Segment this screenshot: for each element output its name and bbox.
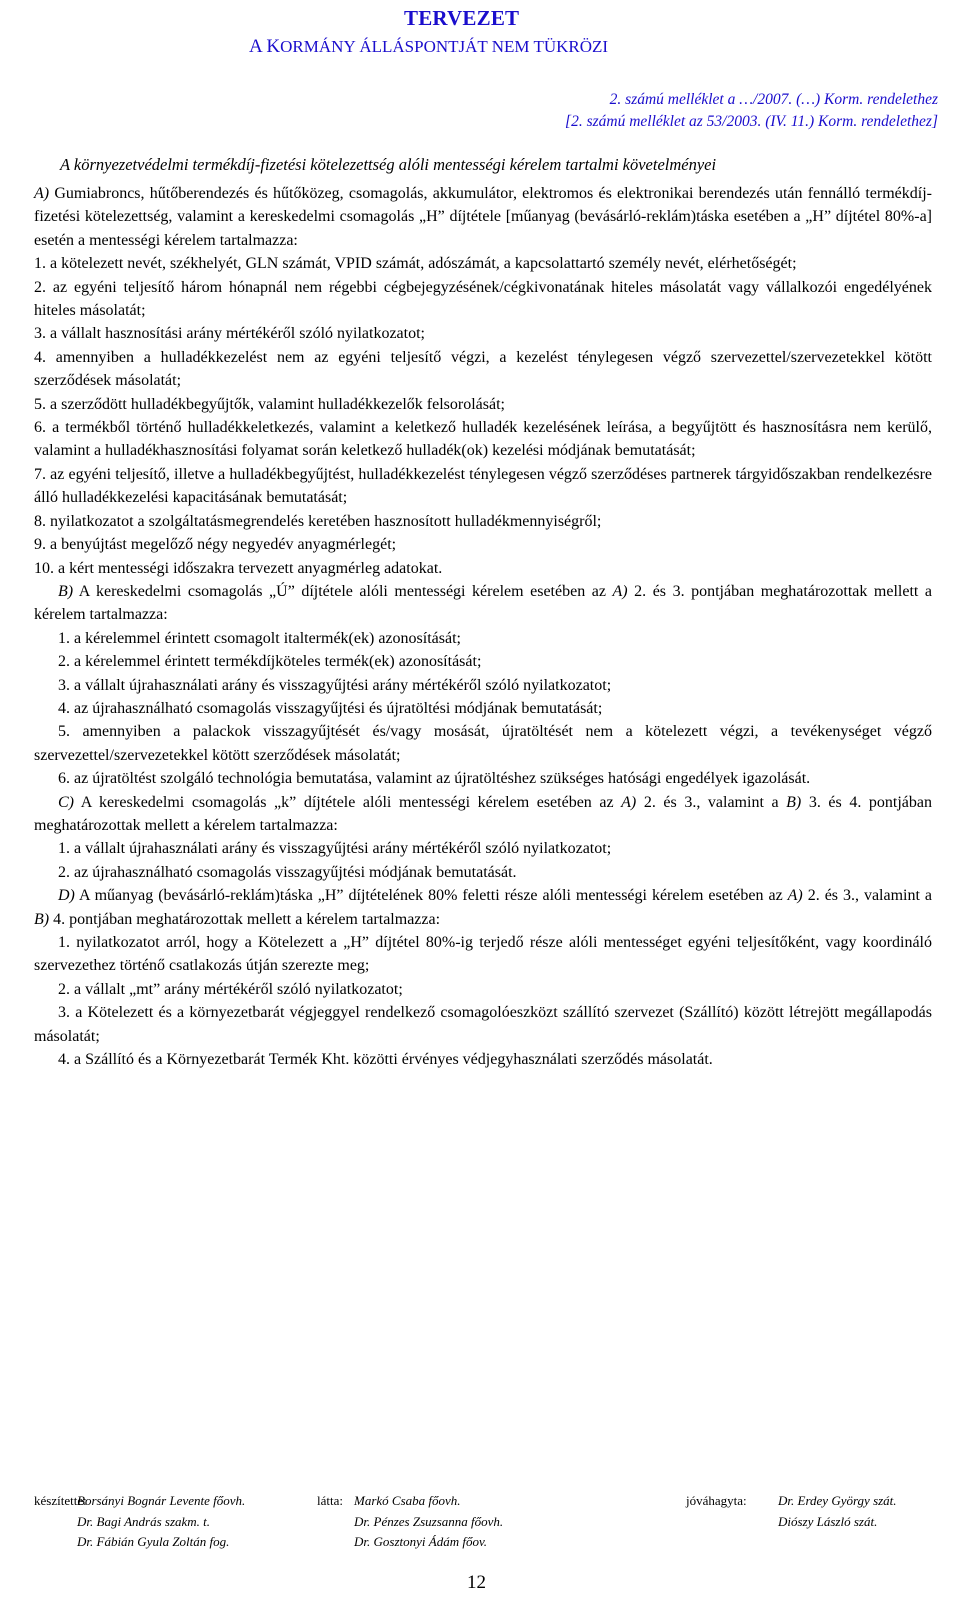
section-a-item: 1. a kötelezett nevét, székhelyét, GLN számát, VPID számát, adószámát, a kapcsolattartó személy nevét, elérhetőségét; [34, 255, 797, 273]
section-b-item: 5. amennyiben a palackok visszagyűjtését és/vagy mosását, újratöltését nem a kötelezett végzi, a tevékenységet végző szervezettel/szervezetekkel kötött szerződések másolatát; [34, 723, 932, 764]
document-title: A környezetvédelmi termékdíj-fizetési kötelezettség alóli mentességi kérelem tartalmi követelményei [60, 155, 717, 174]
approved-label-text: jóváhagyta: [686, 1493, 747, 1508]
section-c-ref-b: B) [786, 793, 802, 811]
prepared-name: Dr. Bagi András szakm. t. [77, 1513, 211, 1529]
seen-name: Dr. Pénzes Zsuzsanna főovh. [354, 1513, 504, 1529]
section-d-item: 2. a vállalt „mt” arány mértékéről szóló nyilatkozatot; [58, 980, 403, 998]
section-b-item: 3. a vállalt újrahasználati arány és visszagyűjtési arány mértékéről szóló nyilatkozatot; [58, 676, 612, 694]
section-b-item: 2. a kérelemmel érintett termékdíjköteles termék(ek) azonosítását; [58, 653, 482, 671]
draft-title: TERVEZET [404, 6, 520, 30]
section-d-intro-text-2: 2. és 3., valamint a [802, 887, 933, 905]
section-b-label: B) [58, 582, 74, 600]
section-d-item: 1. nyilatkozatot arról, hogy a Kötelezett a „H” díjtétel 80%-ig terjedő része alóli mentességet egyéni teljesítőként, vagy koordináló szervezethez történő csatlakozás útján szerezte meg; [34, 934, 932, 975]
approved-by-label [686, 1491, 747, 1512]
annex-reference-line2: [2. számú melléklet az 53/2003. (IV. 11.) Korm. rendelethez] [565, 113, 938, 130]
section-a-item: 4. amennyiben a hulladékkezelést nem az egyéni teljesítő végzi, a kezelést ténylegesen végző szervezettel/szervezetekkel kötött szerződések másolatát; [34, 348, 932, 390]
section-c-intro-text-3: 3. és 4. pontjában meghatározottak mellett a kérelem tartalmazza: [34, 793, 932, 834]
section-d-ref-a: A) [787, 887, 803, 905]
section-d-ref-b: B) [34, 910, 50, 928]
section-a-label: A) [34, 185, 50, 202]
section-d-intro-text-3: 4. pontjában meghatározottak mellett a kérelem tartalmazza: [49, 910, 441, 928]
section-a-item: 9. a benyújtást megelőző négy negyedév anyagmérlegét; [34, 536, 397, 554]
prepared-name: Borsányi Bognár Levente főovh. [77, 1493, 246, 1508]
section-a-item: 5. a szerződött hulladékbegyűjtők, valamint hulladékkezelők felsorolását; [34, 395, 505, 413]
section-a-item: 2. az egyéni teljesítő három hónapnál nem régebbi cégbejegyzésének/cégkivonatának hiteles másolatát vagy vállalkozói engedélyének hiteles másolatát; [34, 278, 932, 320]
approved-name: Dr. Erdey György szát. [778, 1493, 897, 1508]
section-d-label: D) [58, 887, 75, 905]
section-a-item: 6. a termékből történő hulladékkeletkezés, valamint a keletkező hulladék kezelésének leírása, a begyűjtött és hasznosításra nem kerülő, valamint a hulladékhasznosítási folyamat során keletkező hulladék(ok) kezelési módjának bemutatását; [34, 419, 932, 460]
document-body [34, 182, 932, 1071]
section-c-intro-text-2: 2. és 3., valamint a [636, 793, 787, 811]
seen-by-label [317, 1491, 343, 1512]
section-b-intro-text-1: A kereskedelmi csomagolás „Ú” díjtétele alóli mentességi kérelem esetében az [73, 582, 613, 600]
section-a-item: 7. az egyéni teljesítő, illetve a hulladékbegyűjtést, hulladékkezelést ténylegesen végző szerződéses partnerek tárgyidőszakban rendelkezésre álló hulladékkezelési kapacitásának bemutatását; [34, 465, 932, 507]
approved-by-names [778, 1491, 897, 1532]
section-b-intro-text-2: 2. és 3. pontjában meghatározottak mellett a kérelem tartalmazza: [34, 582, 932, 624]
section-b-intro [34, 580, 932, 627]
section-d-item: 4. a Szállító és a Környezetbarát Termék Kht. közötti érvényes védjegyhasználati szerződés másolatát. [58, 1051, 713, 1069]
section-a-intro [34, 182, 932, 252]
disclaimer-initial: A K [249, 36, 281, 57]
disclaimer-subtitle [249, 36, 608, 58]
prepared-label-text: készítette: [34, 1493, 87, 1508]
annex-reference-line1: 2. számú melléklet a …/2007. (…) Korm. rendelethez [609, 91, 938, 108]
prepared-by-names [77, 1491, 245, 1553]
section-c-intro [34, 791, 932, 838]
section-c-item: 2. az újrahasználható csomagolás visszagyűjtési módjának bemutatását. [58, 863, 517, 881]
section-d-item: 3. a Kötelezett és a környezetbarát végjeggyel rendelkező csomagolóeszközt szállító szervezet (Szállító) között létrejött megállapodás másolatát; [34, 1004, 932, 1045]
section-d-intro [34, 884, 932, 931]
section-c-item: 1. a vállalt újrahasználati arány és visszagyűjtési arány mértékéről szóló nyilatkozatot; [58, 840, 612, 858]
section-c-intro-text-1: A kereskedelmi csomagolás „k” díjtétele alóli mentességi kérelem esetében az [74, 793, 622, 811]
approved-name: Diószy László szát. [778, 1513, 878, 1529]
prepared-name: Dr. Fábián Gyula Zoltán fog. [77, 1534, 230, 1549]
section-c-label: C) [58, 793, 74, 811]
seen-name: Dr. Gosztonyi Ádám főov. [354, 1534, 488, 1549]
page-number: 12 [467, 1572, 486, 1593]
section-a-item: 8. nyilatkozatot a szolgáltatásmegrendelés keretében hasznosított hulladékmennyiségről; [34, 512, 602, 530]
section-b-item: 4. az újrahasználható csomagolás visszagyűjtési és újratöltési módjának bemutatását; [58, 699, 603, 717]
section-c-ref-a: A) [621, 793, 637, 811]
section-b-item: 6. az újratöltést szolgáló technológia bemutatása, valamint az újratöltéshez szükséges hatósági engedélyek igazolását. [58, 770, 811, 788]
section-a-intro-text: Gumiabroncs, hűtőberendezés és hűtőközeg, csomagolás, akkumulátor, elektromos és elektronikai berendezés után fennálló termékdíj-fizetési kötelezettség, valamint a kereskedelmi csomagolás „H” díjtétele [műanyag (bevásárló-reklám)táska esetében a „H” díjtétel 80%-a] esetén a mentességi kérelem tartalmazza: [34, 185, 932, 249]
disclaimer-rest: ORMÁNY ÁLLÁSPONTJÁT NEM TÜKRÖZI [280, 37, 609, 56]
seen-by-names [354, 1491, 503, 1553]
section-a-item: 3. a vállalt hasznosítási arány mértékéről szóló nyilatkozatot; [34, 325, 425, 343]
seen-label-text: látta: [317, 1493, 343, 1508]
section-a-item: 10. a kért mentességi időszakra tervezett anyagmérleg adatokat. [34, 559, 443, 577]
seen-name: Markó Csaba főovh. [354, 1493, 461, 1508]
section-d-intro-text-1: A műanyag (bevásárló-reklám)táska „H” díjtételének 80% feletti része alóli mentességi kérelem esetében az [74, 887, 788, 905]
section-b-item: 1. a kérelemmel érintett csomagolt italtermék(ek) azonosítását; [58, 629, 461, 647]
section-b-ref-a: A) [612, 582, 628, 600]
